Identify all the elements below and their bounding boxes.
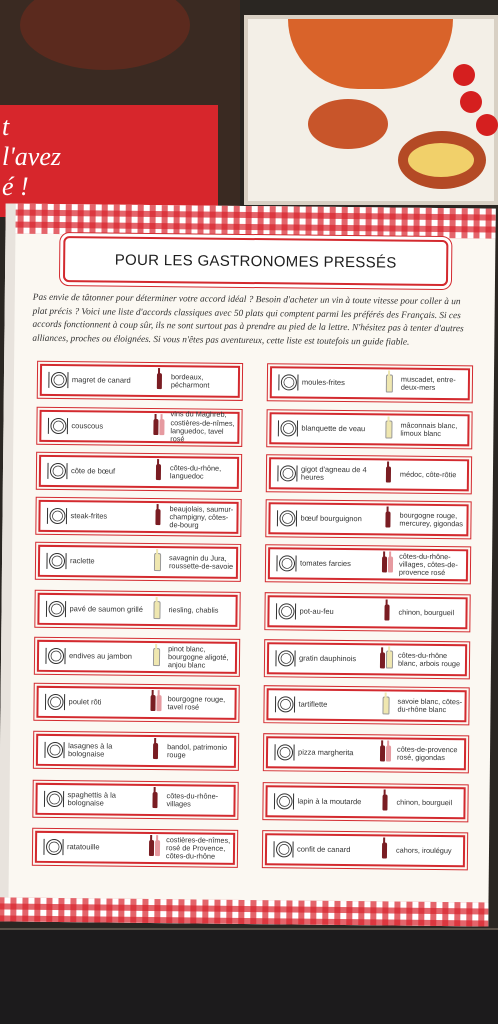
pairing-row (36, 686, 236, 720)
red-wine-bottle-icon (156, 373, 161, 389)
red-wine-bottle-icon (381, 556, 386, 572)
red-wine-bottle-icon (382, 794, 387, 810)
dish-name: steak-frites (70, 510, 108, 521)
wine-bottles (378, 556, 396, 572)
wine-name: bandol, patrimonio rouge (166, 741, 228, 760)
dish-name: spaghettis à la bolognaise (67, 789, 117, 808)
wine-name: côtes-du-rhône-villages, côtes-de-provence rosé (398, 551, 458, 578)
dish-name: côte de bœuf (70, 465, 116, 476)
dish-name: gratin dauphinois (298, 653, 357, 663)
wine-bottles (378, 511, 396, 527)
plate-icon (41, 835, 65, 859)
wine-bottles (379, 466, 397, 482)
plate-icon (274, 506, 298, 530)
dish-name: confit de canard (296, 844, 351, 854)
dish-name: endives au jambon (68, 650, 133, 661)
rose-wine-bottle-icon (385, 745, 390, 761)
background-book-tagine (244, 15, 498, 205)
dish-name: pot-au-feu (299, 606, 334, 616)
pairing-row (40, 364, 240, 398)
wine-bottles (379, 420, 397, 438)
wine-name: pinot blanc, bourgogne aligoté, anjou blanc (167, 643, 229, 670)
wine-name: côtes-du-rhône blanc, arbois rouge (397, 650, 461, 669)
red-wine-bottle-icon (152, 743, 157, 759)
pairing-row (37, 593, 237, 627)
pairing-row (266, 688, 466, 722)
wine-name: médoc, côte-rôtie (399, 469, 457, 480)
red-wine-bottle-icon (155, 464, 160, 480)
wine-bottles (149, 464, 167, 480)
wine-name: chinon, bourgueil (396, 797, 453, 808)
red-wine-bottle-icon (148, 840, 153, 856)
pairing-row (265, 785, 465, 819)
pasta (408, 143, 474, 177)
wine-bottles (377, 650, 395, 668)
pairing-row (39, 410, 239, 444)
dish-name: pavé de saumon grillé (69, 603, 143, 614)
wine-bottles (380, 374, 398, 392)
rose-wine-bottle-icon (154, 840, 159, 856)
wine-bottles (145, 840, 163, 856)
terracotta-bowl (308, 99, 388, 149)
page-spine-shadow (0, 203, 16, 921)
wine-bottles (377, 604, 395, 620)
plate-icon (41, 787, 65, 811)
plate-icon (275, 416, 299, 440)
wine-bottles (376, 696, 394, 714)
wine-name: costières-de-nîmes, rosé de Provence, côtes-du-rhône (165, 834, 231, 861)
red-wine-bottle-icon (381, 842, 386, 858)
pairing-row (268, 547, 468, 581)
dish-name: pizza margherita (297, 747, 354, 757)
dish-name: bœuf bourguignon (300, 513, 362, 523)
pairing-row (267, 595, 467, 629)
plate-icon (271, 837, 295, 861)
wine-name: bourgogne rouge, mercurey, gigondas (399, 510, 464, 529)
red-wine-bottle-icon (379, 652, 384, 668)
red-wine-bottle-icon (385, 511, 390, 527)
dish-name: couscous (71, 420, 104, 431)
dish-name: raclette (69, 555, 95, 566)
wine-bottles (376, 745, 394, 761)
plate-icon (275, 461, 299, 485)
red-wine-bottle-icon (384, 604, 389, 620)
dish-name: lasagnes à la bolognaise (67, 740, 113, 759)
plate-icon (43, 597, 67, 621)
book-red-text: t l'avez é ! (2, 112, 61, 201)
tomato (460, 91, 482, 113)
wine-name: savagnin du Jura, roussette-de-savoie (168, 552, 234, 571)
white-wine-bottle-icon (153, 601, 160, 619)
wine-name: riesling, chablis (168, 605, 219, 615)
white-wine-bottle-icon (382, 696, 389, 714)
red-wine-bottle-icon (379, 745, 384, 761)
dish-name: moules-frites (301, 377, 345, 387)
wine-name: muscadet, entre-deux-mers (400, 374, 456, 392)
pairing-row (268, 502, 468, 536)
red-wine-bottle-icon (155, 509, 160, 525)
wine-bottles (147, 648, 165, 666)
dish-name: poulet rôti (68, 696, 102, 707)
pairing-row (37, 640, 237, 674)
pairing-row (270, 366, 470, 400)
dish-name: ratatouille (66, 841, 100, 852)
tomato (476, 114, 498, 136)
pairing-row (38, 500, 238, 534)
white-wine-bottle-icon (385, 650, 392, 668)
wine-name: bourgogne rouge, tavel rosé (167, 693, 226, 712)
plate-icon (42, 738, 66, 762)
dish-name: lapin à la moutarde (297, 796, 362, 806)
floor-shadow (0, 930, 498, 1024)
wine-bottles (146, 695, 164, 711)
wine-name: côtes-du-rhône, languedoc (169, 462, 222, 481)
pairing-row (267, 642, 467, 676)
wine-name: savoie blanc, côtes-du-rhône blanc (397, 696, 463, 715)
wine-name: chinon, bourgueil (398, 607, 455, 618)
white-wine-bottle-icon (153, 553, 160, 571)
rose-wine-bottle-icon (159, 419, 164, 435)
wine-name: vins du Maghreb, costières-de-nîmes, languedoc, tavel rosé (170, 409, 235, 444)
plate-icon (276, 370, 300, 394)
wine-name: cahors, irouléguy (395, 845, 452, 856)
dish-name: gigot d'agneau de 4 heures (300, 464, 367, 482)
red-wine-bottle-icon (152, 792, 157, 808)
wine-bottles (145, 792, 163, 808)
wine-bottles (146, 743, 164, 759)
wine-bottles (148, 553, 166, 571)
plate-icon (272, 740, 296, 764)
title-frame (63, 236, 448, 286)
pairing-row (269, 457, 469, 491)
gingham-border-top (5, 203, 495, 238)
dish-name: tartiflette (298, 699, 328, 709)
plate-icon (271, 789, 295, 813)
plate-icon (274, 551, 298, 575)
red-wine-bottle-icon (153, 419, 158, 435)
tagine-pot (288, 19, 453, 89)
intro-paragraph: Pas envie de tâtonner pour déterminer votre accord idéal ? Besoin d'acheter un vin à toute vitesse pour coller à un plat précis ? Voici une liste d'accords classiques avec 50 plats qui comptent parmi les préférés des Français. Si ces accords fonctionnent à coup sûr, ils ne sont surtout pas à prendre au pied de la lettre. N'hésitez pas à tenter d'autres alliances, proches ou éloignées. Si vous n'êtes pas aventureux, cette liste est toutefois un guide fiable. (32, 292, 464, 348)
pairing-row (35, 831, 235, 865)
wine-bottles (148, 509, 166, 525)
rose-wine-bottle-icon (156, 695, 161, 711)
page-title: POUR LES GASTRONOMES PRESSÉS (114, 251, 397, 272)
wine-name: côtes-de-provence rosé, gigondas (396, 744, 458, 763)
plate-icon (42, 690, 66, 714)
plate-icon (44, 504, 68, 528)
plate-icon (273, 599, 297, 623)
dish-name: magret de canard (71, 374, 131, 385)
pairing-row (36, 734, 236, 768)
red-wine-bottle-icon (385, 466, 390, 482)
pairing-row (266, 736, 466, 770)
wine-bottles (149, 419, 167, 435)
wine-name: mâconnais blanc, limoux blanc (400, 420, 458, 439)
pairing-row (269, 412, 469, 446)
pairing-row (39, 455, 239, 489)
pairing-row (38, 545, 238, 579)
plate-icon (44, 549, 68, 573)
dish-name: blanquette de veau (301, 423, 366, 433)
plate-icon (273, 646, 297, 670)
white-wine-bottle-icon (385, 420, 392, 438)
tomato (453, 64, 475, 86)
red-wine-bottle-icon (150, 695, 155, 711)
pairing-row (265, 833, 465, 867)
book-page (0, 203, 496, 926)
plate-icon (45, 459, 69, 483)
dish-name: tomates farcies (299, 558, 351, 568)
wine-name: beaujolais, saumur-champigny, côtes-de-bourg (169, 503, 234, 530)
wine-bottles (375, 794, 393, 810)
wine-bottles (147, 601, 165, 619)
wine-bottles (375, 842, 393, 858)
wine-name: côtes-du-rhône-villages (166, 790, 219, 809)
plate-icon (43, 644, 67, 668)
white-wine-bottle-icon (152, 648, 159, 666)
white-wine-bottle-icon (385, 374, 392, 392)
rose-wine-bottle-icon (387, 556, 392, 572)
pasta-bowl (398, 131, 486, 189)
pairing-row (35, 783, 235, 817)
plate-icon (272, 692, 296, 716)
gingham-border-bottom (0, 897, 488, 926)
wine-name: bordeaux, pécharmont (170, 371, 210, 390)
plate-icon (45, 414, 69, 438)
plate-icon (46, 368, 70, 392)
wine-bottles (150, 373, 168, 389)
